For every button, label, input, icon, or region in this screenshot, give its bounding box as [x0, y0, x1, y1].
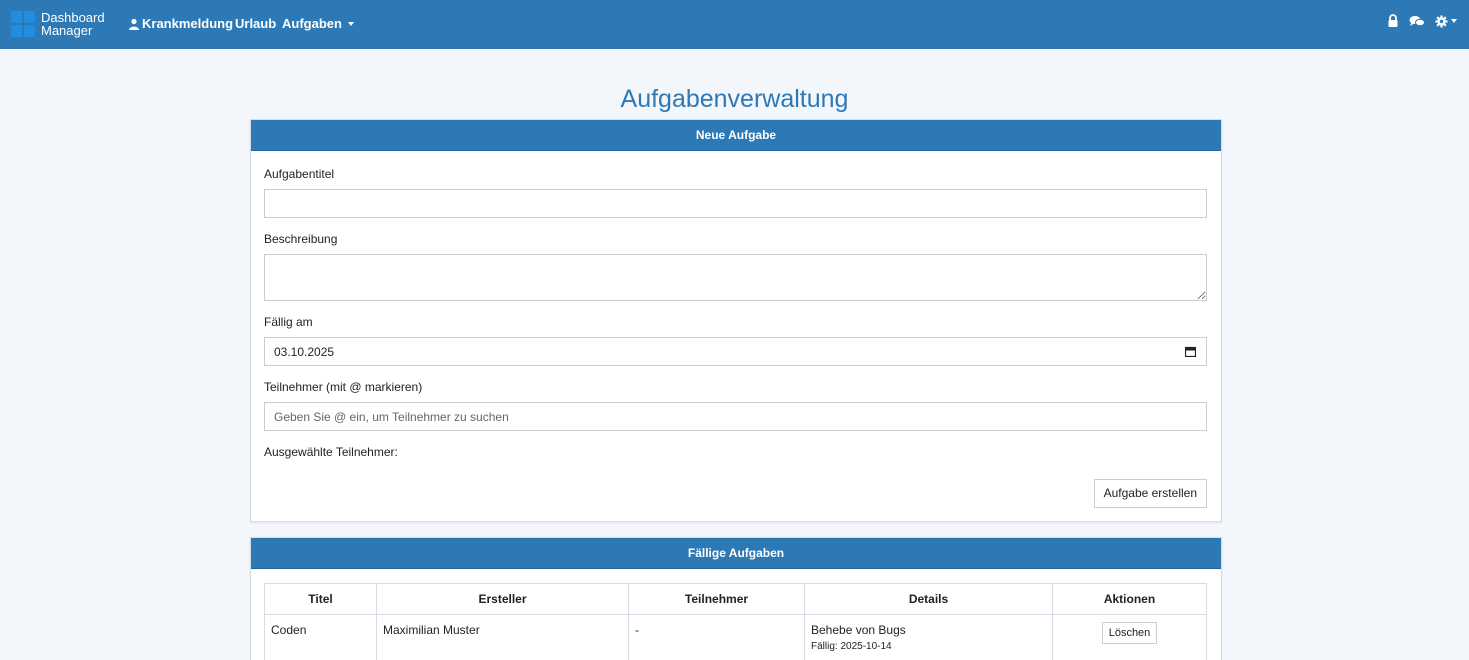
- create-task-button[interactable]: Aufgabe erstellen: [1094, 479, 1207, 508]
- description-label: Beschreibung: [264, 232, 338, 246]
- nav-urlaub[interactable]: Urlaub: [235, 16, 277, 31]
- column-header-titel: Titel: [265, 584, 377, 615]
- user-icon: [128, 18, 140, 30]
- dashboard-logo-icon: [11, 11, 35, 37]
- task-title-cell: Coden: [265, 615, 377, 660]
- gear-icon: [1435, 15, 1448, 28]
- chat-icon[interactable]: [1409, 15, 1425, 28]
- due-tasks-table: [264, 583, 1207, 660]
- caret-down-icon: [348, 22, 354, 26]
- task-actions-cell: [1053, 615, 1207, 660]
- page-title: Aufgabenverwaltung: [620, 85, 849, 113]
- description-textarea[interactable]: [264, 254, 1207, 301]
- brand-line-2: Manager: [41, 23, 93, 38]
- nav-aufgaben-dropdown[interactable]: [282, 16, 354, 32]
- due-date-input[interactable]: [264, 337, 1207, 366]
- due-tasks-card: [250, 537, 1222, 660]
- lock-icon[interactable]: [1387, 14, 1399, 28]
- task-creator-cell: Maximilian Muster: [377, 615, 629, 660]
- column-header-ersteller: Ersteller: [377, 584, 629, 615]
- brand-text: [41, 11, 105, 37]
- task-title-input[interactable]: [264, 189, 1207, 218]
- nav-krankmeldung-label: Krankmeldung: [142, 16, 234, 31]
- due-date-label: Fällig am: [264, 315, 313, 329]
- participants-search-input[interactable]: [264, 402, 1207, 431]
- due-tasks-header: Fällige Aufgaben: [251, 538, 1221, 569]
- brand-line-1: Dashboard: [41, 10, 105, 25]
- table-row: [265, 615, 1207, 660]
- column-header-aktionen: Aktionen: [1053, 584, 1207, 615]
- task-details-text: Behebe von Bugs: [811, 623, 906, 637]
- table-header-row: [265, 584, 1207, 615]
- delete-task-button[interactable]: Löschen: [1102, 622, 1158, 644]
- due-date-value: 03.10.2025: [274, 344, 335, 359]
- nav-krankmeldung[interactable]: [128, 16, 233, 32]
- caret-down-icon: [1451, 19, 1457, 23]
- task-participants-cell: -: [629, 615, 805, 660]
- top-navbar: [0, 0, 1469, 49]
- brand-link[interactable]: [11, 11, 105, 37]
- task-due-date: Fällig: 2025-10-14: [811, 641, 892, 652]
- task-details-cell: [805, 615, 1053, 660]
- nav-aufgaben-label: Aufgaben: [282, 16, 342, 31]
- new-task-card: [250, 119, 1222, 522]
- selected-participants-label: Ausgewählte Teilnehmer:: [264, 445, 398, 459]
- nav-right-icons: [1377, 14, 1457, 28]
- participants-label: Teilnehmer (mit @ markieren): [264, 380, 423, 394]
- new-task-header: Neue Aufgabe: [251, 120, 1221, 151]
- calendar-icon[interactable]: [1185, 346, 1196, 357]
- column-header-details: Details: [805, 584, 1053, 615]
- task-title-label: Aufgabentitel: [264, 167, 335, 181]
- column-header-teilnehmer: Teilnehmer: [629, 584, 805, 615]
- settings-dropdown[interactable]: [1435, 15, 1457, 28]
